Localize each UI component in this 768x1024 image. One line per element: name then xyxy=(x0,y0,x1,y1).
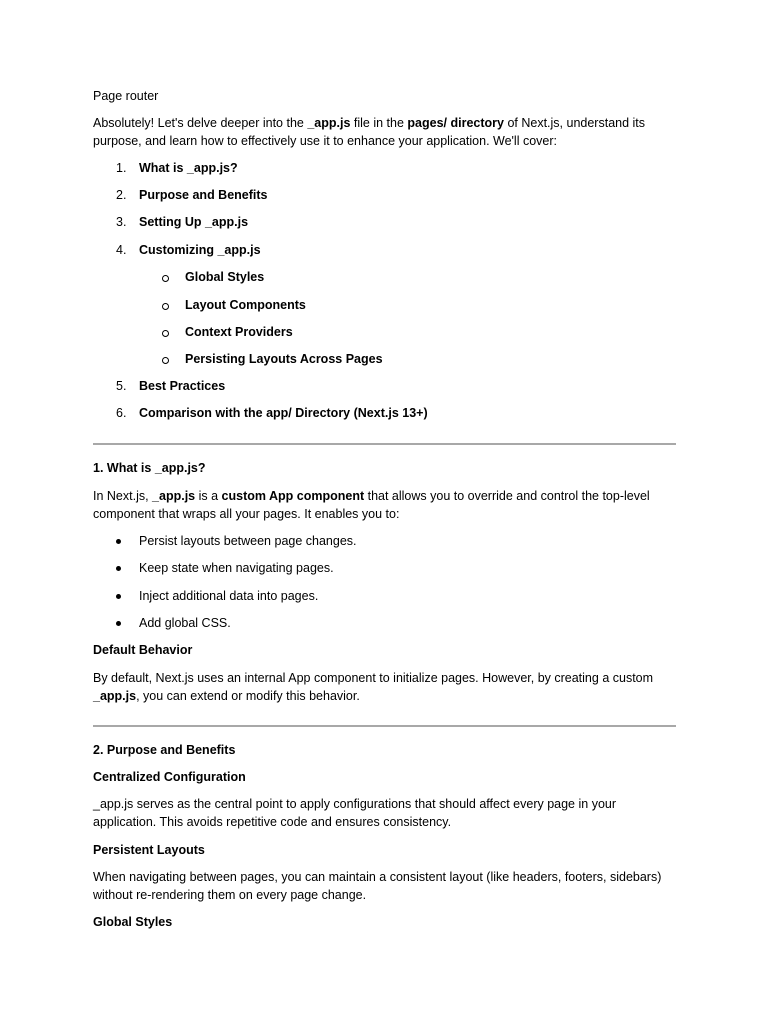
hollow-circle-bullet-icon xyxy=(162,275,169,282)
default-text-1: By default, Next.js uses an internal App component to initialize pages. However, by creating a custom xyxy=(93,671,654,685)
toc-sublabel: Global Styles xyxy=(185,270,265,284)
section-heading: 1. What is _app.js? xyxy=(93,461,206,475)
filled-bullet-icon xyxy=(116,621,121,626)
toc-label: Customizing _app.js xyxy=(139,243,261,257)
toc-number: 3. xyxy=(116,215,127,229)
horizontal-divider xyxy=(93,443,676,445)
default-text-2: , you can extend or modify this behavior. xyxy=(136,689,360,703)
hollow-circle-bullet-icon xyxy=(162,357,169,364)
filled-bullet-icon xyxy=(116,566,121,571)
subsection-heading: Centralized Configuration xyxy=(93,770,246,784)
bullet-text: Keep state when navigating pages. xyxy=(139,561,334,575)
intro-bold-appjs: _app.js xyxy=(307,116,351,130)
centralized-paragraph: _app.js serves as the central point to apply configurations that should affect every page in your application. This avoids repetitive code and ensures consistency. xyxy=(93,797,617,829)
toc-number: 4. xyxy=(116,243,127,257)
toc-sublabel: Persisting Layouts Across Pages xyxy=(185,352,383,366)
bullet-text: Inject additional data into pages. xyxy=(139,589,319,603)
toc-label: Purpose and Benefits xyxy=(139,188,268,202)
filled-bullet-icon xyxy=(116,594,121,599)
subsection-heading: Persistent Layouts xyxy=(93,843,205,857)
toc-number: 5. xyxy=(116,379,127,393)
section1-text-1: In Next.js, xyxy=(93,489,153,503)
hollow-circle-bullet-icon xyxy=(162,330,169,337)
toc-number: 2. xyxy=(116,188,127,202)
default-bold-appjs: _app.js xyxy=(93,689,137,703)
intro-bold-pages-dir: pages/ directory xyxy=(407,116,504,130)
toc-sublabel: Context Providers xyxy=(185,325,293,339)
subsection-heading: Default Behavior xyxy=(93,643,193,657)
section1-text-2: is a xyxy=(195,489,222,503)
toc-number: 1. xyxy=(116,161,127,175)
intro-text-1: Absolutely! Let's delve deeper into the xyxy=(93,116,308,130)
toc-label: Comparison with the app/ Directory (Next.js 13+) xyxy=(139,406,428,420)
bullet-text: Add global CSS. xyxy=(139,616,231,630)
toc-number: 6. xyxy=(116,406,127,420)
bullet-text: Persist layouts between page changes. xyxy=(139,534,357,548)
document-title: Page router xyxy=(93,89,159,103)
hollow-circle-bullet-icon xyxy=(162,303,169,310)
intro-text-3: of Next.js, understand its purpose, and learn how to effectively use it to enhance your application. We'll cover: xyxy=(93,116,646,148)
section1-intro-paragraph xyxy=(93,487,678,523)
section-heading: 2. Purpose and Benefits xyxy=(93,743,236,757)
filled-bullet-icon xyxy=(116,539,121,544)
toc-label: Best Practices xyxy=(139,379,226,393)
subsection-heading: Global Styles xyxy=(93,915,173,929)
section1-text-3: that allows you to override and control the top-level component that wraps all your pages. It enables you to: xyxy=(93,489,650,521)
section1-bold-appjs: _app.js xyxy=(152,489,196,503)
intro-text-2: file in the xyxy=(350,116,408,130)
persistent-paragraph: When navigating between pages, you can maintain a consistent layout (like headers, footers, sidebars) without re-rendering them on every page change. xyxy=(93,870,662,902)
toc-label: What is _app.js? xyxy=(139,161,238,175)
toc-sublabel: Layout Components xyxy=(185,298,306,312)
horizontal-divider xyxy=(93,725,676,727)
toc-label: Setting Up _app.js xyxy=(139,215,249,229)
default-behavior-paragraph xyxy=(93,669,678,705)
intro-paragraph xyxy=(93,114,678,150)
section1-bold-custom-app: custom App component xyxy=(221,489,365,503)
